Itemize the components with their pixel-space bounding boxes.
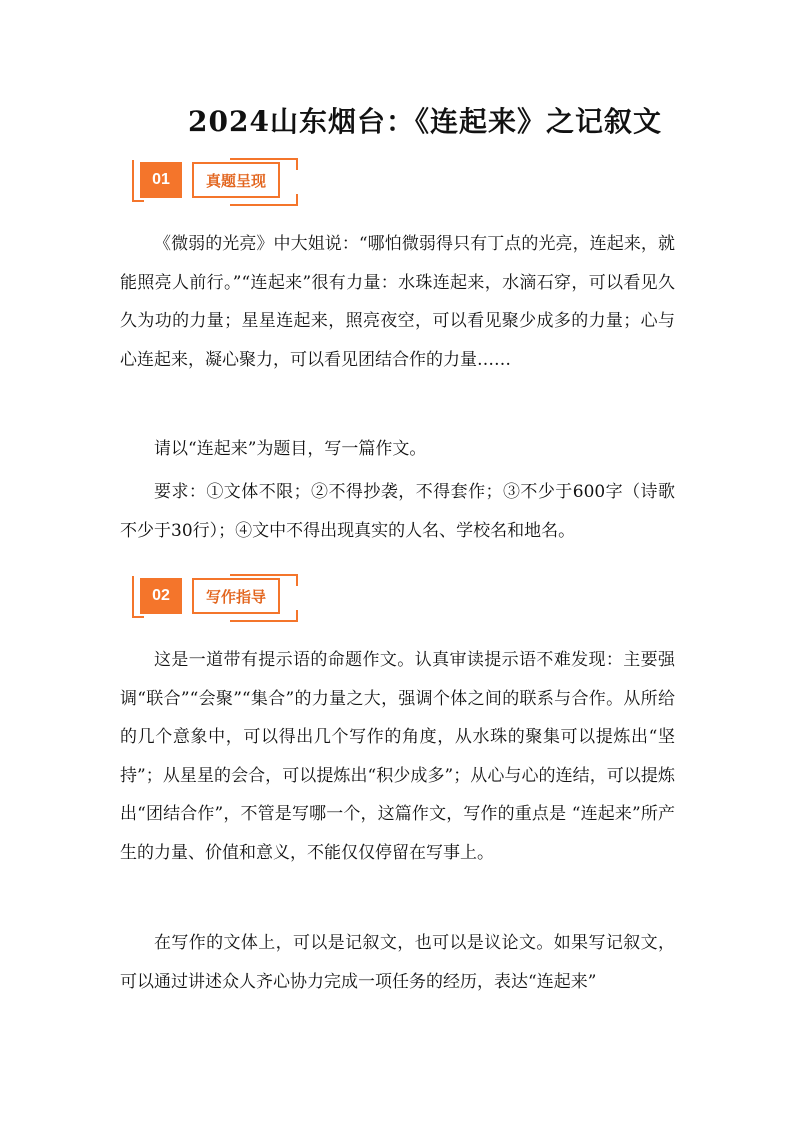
prompt-paragraph: 请以“连起来”为题目，写一篇作文。 bbox=[154, 439, 427, 459]
page-title: 2024山东烟台：《连起来》之记叙文 bbox=[188, 105, 662, 138]
guidance-paragraph: 在写作的文体上，可以是记叙文，也可以是议论文。如果写记叙文，可以通过讲述众人齐心协力完成一项任务的经历，表达“连起来” bbox=[120, 933, 675, 992]
section-label: 真题呈现 bbox=[192, 162, 280, 198]
section-header-01 bbox=[140, 158, 305, 206]
section-number: 02 bbox=[140, 578, 182, 614]
prompt-requirements: 要求：①文体不限；②不得抄袭，不得套作；③不少于600字（诗歌不少于30行）；④文中不得出现真实的人名、学校名和地名。 bbox=[120, 482, 675, 541]
section-number: 01 bbox=[140, 162, 182, 198]
section-label: 写作指导 bbox=[192, 578, 280, 614]
section-header-02 bbox=[140, 574, 305, 622]
guidance-paragraph: 这是一道带有提示语的命题作文。认真审读提示语不难发现：主要强调“联合”“会聚”“集合”的力量之大，强调个体之间的联系与合作。从所给的几个意象中，可以得出几个写作的角度，从水珠的聚集可以提炼出“坚持”；从星星的会合，可以提炼出“积少成多”；从心与心的连结，可以提炼出“团结合作”，不管是写哪一个，这篇作文，写作的重点是 “连起来”所产生的力量、价值和意义，不能仅仅停留在写事上。 bbox=[120, 650, 675, 863]
prompt-paragraph: 《微弱的光亮》中大姐说：“哪怕微弱得只有丁点的光亮，连起来，就能照亮人前行。”“连起来”很有力量：水珠连起来，水滴石穿，可以看见久久为功的力量；星星连起来，照亮夜空，可以看见聚少成多的力量；心与心连起来，凝心聚力，可以看见团结合作的力量…… bbox=[120, 234, 675, 370]
